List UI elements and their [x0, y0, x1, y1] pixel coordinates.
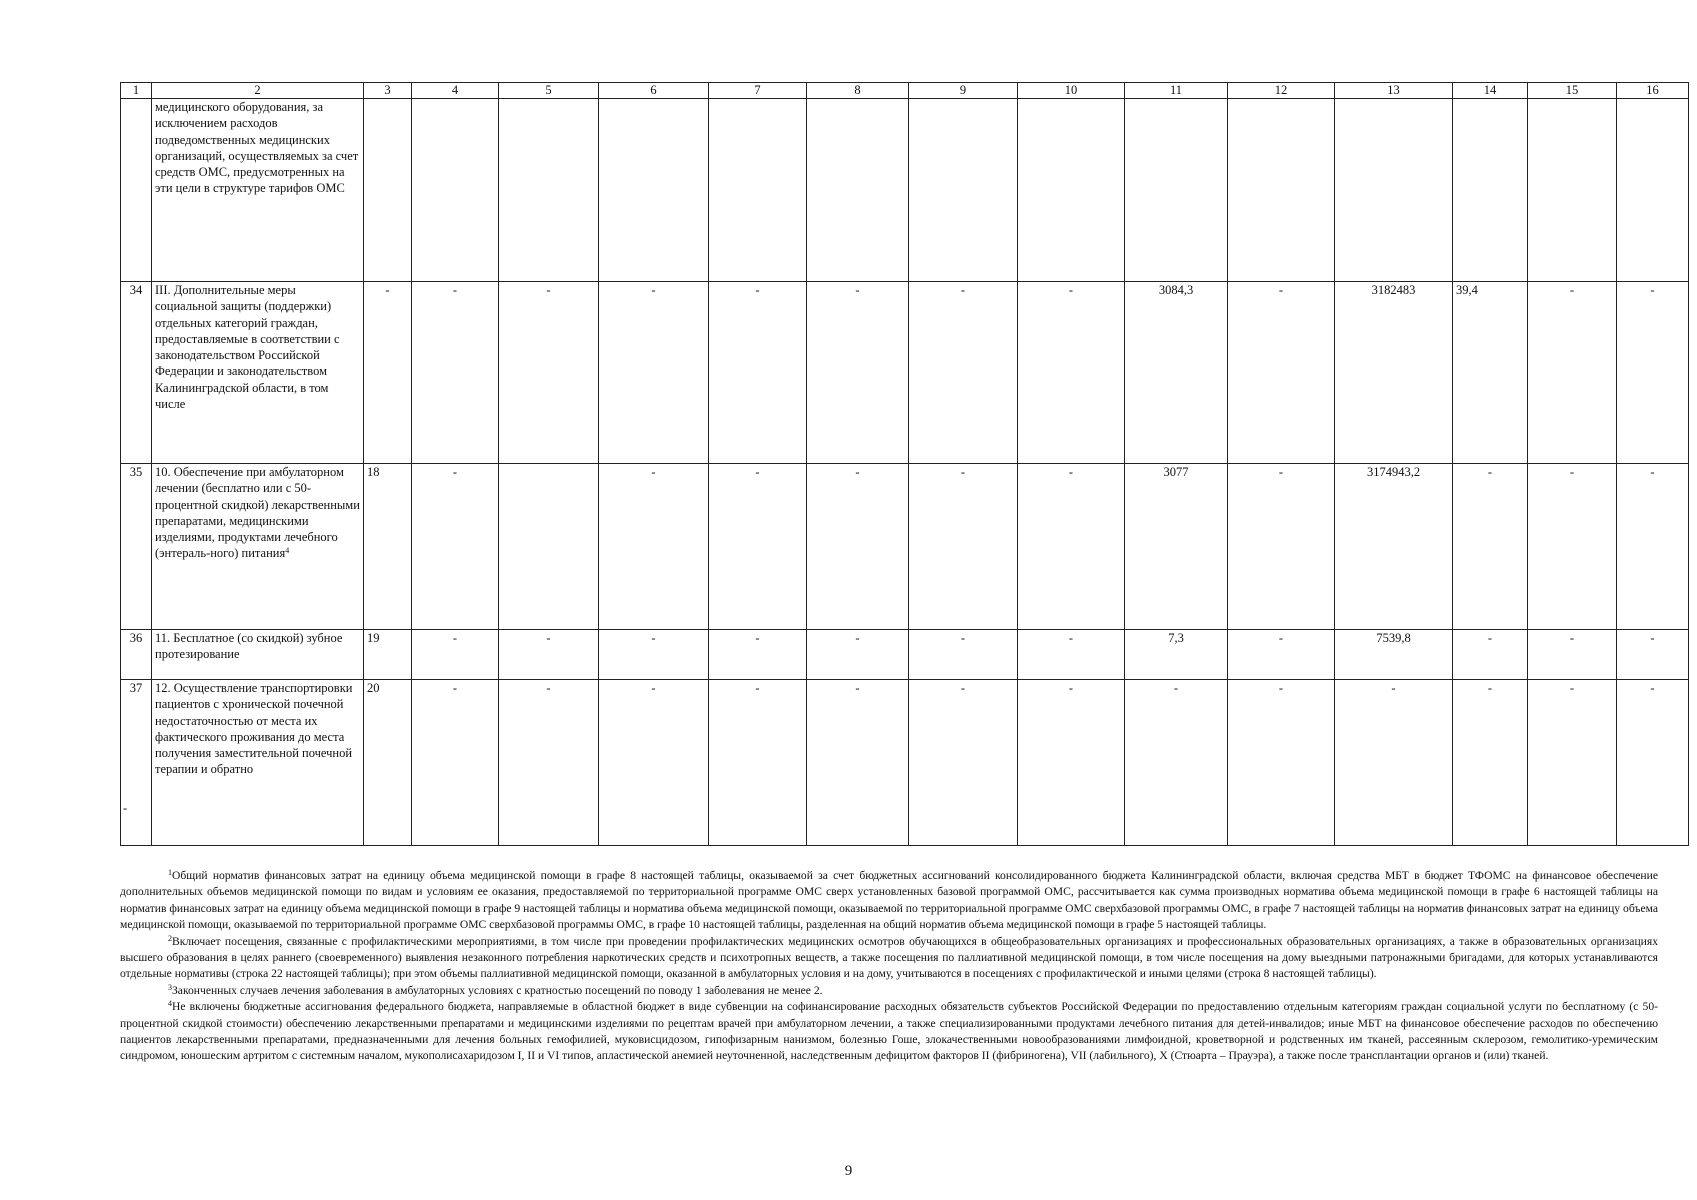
table-cell: -	[807, 630, 909, 680]
table-cell: -	[412, 680, 499, 846]
table-cell: -	[1018, 630, 1125, 680]
column-number: 4	[412, 83, 499, 99]
table-cell	[909, 99, 1018, 282]
table-cell: -	[499, 630, 599, 680]
footnotes	[120, 868, 1658, 1065]
table-cell: -	[599, 680, 709, 846]
column-number: 5	[499, 83, 599, 99]
table-cell: -	[599, 464, 709, 630]
table-cell: -	[1617, 464, 1689, 630]
table-cell: -	[709, 680, 807, 846]
table-cell: -	[1228, 464, 1335, 630]
table-cell: -	[1018, 464, 1125, 630]
table-cell: -	[499, 680, 599, 846]
table-cell: -	[1228, 680, 1335, 846]
table-cell: -	[1453, 630, 1528, 680]
table-cell: -	[909, 464, 1018, 630]
table-cell	[1335, 99, 1453, 282]
row-description-text: 10. Обеспечение при амбулаторном лечении (бесплатно или с 50-процентной скидкой) лекарственными препаратами, медицинскими изделиями, продуктами лечебного (энтераль-ного) питания	[155, 465, 360, 561]
table-cell: -	[1528, 630, 1617, 680]
table-cell: 7,3	[1125, 630, 1228, 680]
table-cell	[599, 99, 709, 282]
row-number: 36	[121, 630, 152, 680]
table-cell: -	[909, 630, 1018, 680]
table-cell: -	[1528, 464, 1617, 630]
footnote	[120, 868, 1658, 934]
table-cell: -	[599, 282, 709, 464]
table-cell	[412, 99, 499, 282]
column-number: 8	[807, 83, 909, 99]
table-cell: -	[499, 282, 599, 464]
column-number: 12	[1228, 83, 1335, 99]
row-number: 34	[121, 282, 152, 464]
table-cell: -	[1617, 680, 1689, 846]
row-description: 12. Осуществление транспортировки пациентов с хронической почечной недостаточностью от места их фактического проживания до места получения заместительной почечной терапии и обратно	[152, 680, 364, 846]
footnote-text: Не включены бюджетные ассигнования федерального бюджета, направляемые в областной бюджет в виде субвенции на софинансирование расходных обязательств субъектов Российской Федерации по предоставлению отдельным категориям граждан социальной услуги по бесплатному (с 50-процентной скидкой стоимости) обеспечению лекарственными препаратами и медицинскими изделиями по рецептам врачей при амбулаторном лечении, а также специализированными продуктами лечебного питания для детей-инвалидов; иные МБТ на финансовое обеспечение расходов по обеспечению пациентов лекарственными препаратами, предназначенными для лечения больных гемофилией, муковисцидозом, гипофизарным нанизмом, болезнью Гоше, злокачественными новообразованиями лимфоидной, кроветворной и родственных им тканей, рассеянным склерозом, гемолитико-уремическим синдромом, юношеским артритом с системным началом, мукополисахаридозом I, II и VI типов, апластической анемией неуточненной, наследственным дефицитом факторов II (фибриногена), VII (лабильного), X (Стюарта – Прауэра), а также после трансплантации органов и (или) тканей.	[120, 1000, 1658, 1063]
table-cell: -	[1617, 282, 1689, 464]
column-number: 16	[1617, 83, 1689, 99]
table-cell: -	[412, 464, 499, 630]
column-number: 9	[909, 83, 1018, 99]
table-cell: 39,4	[1453, 282, 1528, 464]
column-number: 6	[599, 83, 709, 99]
footnote-mark: 3	[168, 982, 172, 992]
table-cell: -	[807, 680, 909, 846]
column-number: 7	[709, 83, 807, 99]
table-cell: -	[709, 630, 807, 680]
row-description: медицинского оборудования, за исключением расходов подведомственных медицинских организаций, осуществляемых за счет средств ОМС, предусмотренных на эти цели в структуре тарифов ОМС	[152, 99, 364, 282]
footnote	[120, 934, 1658, 983]
table-cell: -	[1453, 464, 1528, 630]
table-cell: 20	[364, 680, 412, 846]
table-row	[121, 464, 1689, 630]
table-cell: -	[1617, 630, 1689, 680]
column-number: 3	[364, 83, 412, 99]
footnote	[120, 983, 1658, 999]
data-table	[120, 82, 1689, 846]
column-number: 15	[1528, 83, 1617, 99]
table-cell: -	[807, 464, 909, 630]
table-row	[121, 282, 1689, 464]
page-number: 9	[844, 1163, 853, 1179]
table-cell: -	[1018, 680, 1125, 846]
table-cell: -	[1528, 680, 1617, 846]
column-number: 10	[1018, 83, 1125, 99]
table-cell: 3182483	[1335, 282, 1453, 464]
table-cell	[1228, 99, 1335, 282]
row-description: III. Дополнительные меры социальной защиты (поддержки) отдельных категорий граждан, предоставляемые в соответствии с законодательством Российской Федерации и законодательством Калининградской области, в том числе	[152, 282, 364, 464]
table-cell	[1528, 99, 1617, 282]
side-mark: -	[123, 801, 128, 815]
table-cell: -	[1528, 282, 1617, 464]
table-cell: 19	[364, 630, 412, 680]
table-row	[121, 99, 1689, 282]
footnote-text: Законченных случаев лечения заболевания в амбулаторных условиях с кратностью посещений по поводу 1 заболевания не менее 2.	[172, 983, 823, 997]
row-number	[121, 99, 152, 282]
table-cell: -	[412, 282, 499, 464]
footnote-text: Общий норматив финансовых затрат на единицу объема медицинской помощи в графе 8 настоящей таблицы, оказываемой за счет бюджетных ассигнований консолидированного бюджета Калининградской области, включая средства МБТ в бюджет ТФОМС на финансовое обеспечение дополнительных объемов медицинской помощи по видам и условиям ее оказания, предоставляемой по территориальной программе ОМС сверх установленных базовой программой ОМС, рассчитывается как сумма производных норматива объема медицинской помощи в графе 6 настоящей таблицы на норматив финансовых затрат на единицу объема медицинской помощи в графе 9 настоящей таблицы и норматива объема медицинской помощи, оказываемой по территориальной программе ОМС сверхбазовой программы ОМС, в графе 7 настоящей таблицы на норматив финансовых затрат на единицу объема медицинской помощи, оказываемой по территориальной программе ОМС сверхбазовой программы ОМС, в графе 10 настоящей таблицы, разделенная на общий норматив объема медицинской помощи в графе 5 настоящей таблицы.	[120, 869, 1658, 932]
footnote-ref: 4	[285, 546, 290, 556]
table-cell: -	[1453, 680, 1528, 846]
table-cell	[499, 99, 599, 282]
table-cell: -	[1228, 630, 1335, 680]
table-cell: -	[364, 282, 412, 464]
table-cell	[364, 99, 412, 282]
table-row	[121, 630, 1689, 680]
table-cell: 18	[364, 464, 412, 630]
table-cell: -	[412, 630, 499, 680]
row-description	[152, 464, 364, 630]
footnote-mark: 2	[168, 933, 172, 943]
table-cell	[1453, 99, 1528, 282]
row-description: 11. Бесплатное (со скидкой) зубное протезирование	[152, 630, 364, 680]
table-cell	[807, 99, 909, 282]
table-cell: -	[1228, 282, 1335, 464]
table-header-row	[121, 83, 1689, 99]
footnote-text: Включает посещения, связанные с профилактическими мероприятиями, в том числе при проведении профилактических медицинских осмотров обучающихся в общеобразовательных организациях и профессиональных образовательных организациях, а также в образовательных организациях высшего образования в целях раннего (своевременного) выявления незаконного потребления наркотических средств и психотропных веществ, а также посещения по паллиативной медицинской помощи, в том числе посещения на дому выездными патронажными бригадами, для которых устанавливаются отдельные нормативы (строка 22 настоящей таблицы); при этом объемы паллиативной медицинской помощи, оказанной в амбулаторных условия и на дому, учитываются в посещениях с профилактической и иными целями (строка 8 настоящей таблицы).	[120, 934, 1658, 981]
table-cell: 7539,8	[1335, 630, 1453, 680]
column-number: 11	[1125, 83, 1228, 99]
footnote-mark: 4	[168, 999, 172, 1009]
table-cell: -	[1018, 282, 1125, 464]
table-cell: -	[1125, 680, 1228, 846]
table-cell: 3174943,2	[1335, 464, 1453, 630]
table-cell	[1617, 99, 1689, 282]
table-cell	[1018, 99, 1125, 282]
table-row	[121, 680, 1689, 846]
row-number-text: 37	[129, 681, 143, 695]
table-cell	[499, 464, 599, 630]
table-cell: 3084,3	[1125, 282, 1228, 464]
table-cell: -	[909, 282, 1018, 464]
column-number: 1	[121, 83, 152, 99]
column-number: 2	[152, 83, 364, 99]
table-cell: 3077	[1125, 464, 1228, 630]
footnote-mark: 1	[168, 868, 172, 877]
column-number: 14	[1453, 83, 1528, 99]
table-cell: -	[909, 680, 1018, 846]
table-cell	[709, 99, 807, 282]
row-number	[121, 680, 152, 846]
table-cell: -	[709, 282, 807, 464]
column-number: 13	[1335, 83, 1453, 99]
row-number: 35	[121, 464, 152, 630]
table-cell: -	[709, 464, 807, 630]
footnote	[120, 999, 1658, 1065]
table-cell: -	[599, 630, 709, 680]
table-cell: -	[1335, 680, 1453, 846]
table-cell: -	[807, 282, 909, 464]
table-cell	[1125, 99, 1228, 282]
